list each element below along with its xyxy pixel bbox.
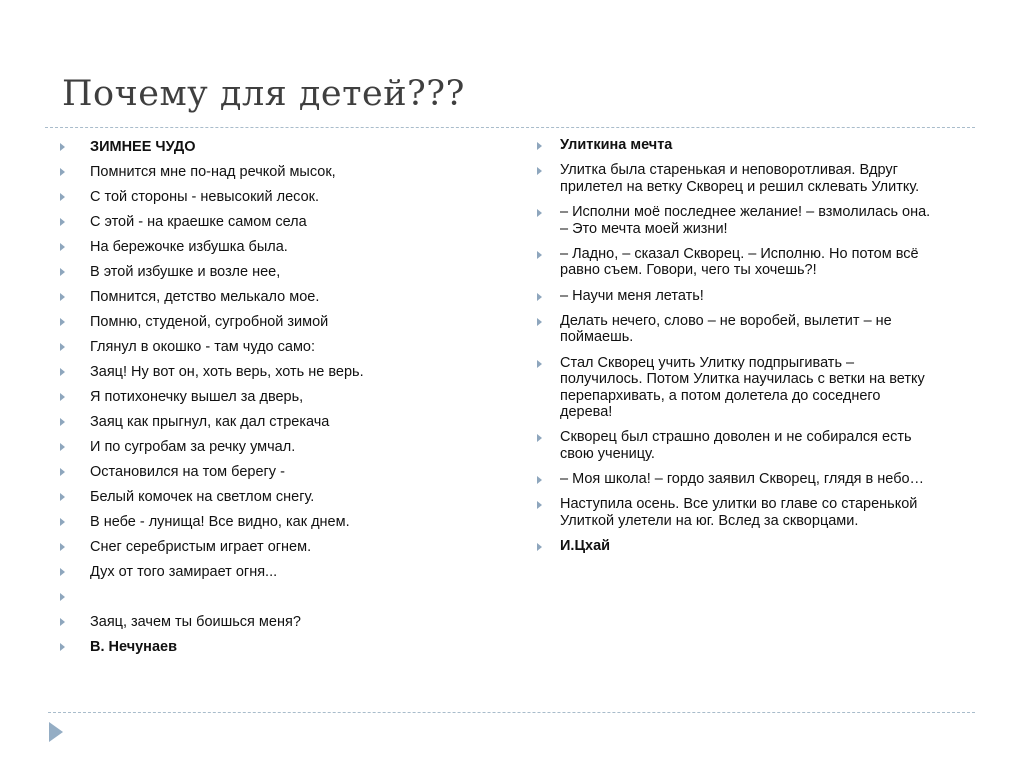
bullet-icon (60, 393, 65, 401)
list-item (535, 355, 975, 421)
list-item (58, 387, 498, 412)
bullet-icon (60, 293, 65, 301)
list-item-text: перепархивать, а потом долетела до соседнего (560, 387, 881, 404)
triangle-icon (49, 722, 63, 742)
bullet-icon (537, 434, 542, 442)
list-item-text: Улитка была старенькая и неповоротливая. Вдруг (560, 162, 898, 179)
list-item-text: С той стороны - невысокий лесок. (90, 189, 320, 205)
bullet-icon (537, 476, 542, 484)
list-item-text: Скворец был страшно доволен и не собирался есть (560, 429, 912, 446)
bullet-icon (537, 543, 542, 551)
list-item-text: – Ладно, – сказал Скворец. – Исполню. Но потом всё (560, 245, 919, 262)
list-item-text: равно съем. Говори, чего ты хочешь?! (560, 262, 817, 279)
list-item (58, 512, 498, 537)
list-item (58, 437, 498, 462)
list-item-text: Помнится, детство мелькало мое. (90, 289, 320, 305)
list-item (58, 462, 498, 487)
list-item (535, 162, 975, 195)
list-item (58, 637, 498, 662)
list-item-text: В небе - лунища! Все видно, как днем. (90, 514, 350, 530)
list-item (58, 187, 498, 212)
list-item-text: Стал Скворец учить Улитку подпрыгивать – (560, 354, 855, 371)
list-item (58, 362, 498, 387)
list-item (535, 313, 975, 346)
list-item (58, 612, 498, 637)
bullet-icon (60, 543, 65, 551)
footer-divider (48, 712, 975, 713)
bullet-icon (60, 518, 65, 526)
list-item-text: И.Цхай (560, 538, 611, 555)
bullet-icon (537, 293, 542, 301)
list-item-text: Белый комочек на светлом снегу. (90, 489, 315, 505)
bullet-icon (60, 493, 65, 501)
list-item (58, 312, 498, 337)
bullet-icon (60, 193, 65, 201)
list-item-text: Заяц как прыгнул, как дал стрекача (90, 414, 330, 430)
list-item-text: свою ученицу. (560, 446, 655, 463)
bullet-icon (537, 142, 542, 150)
list-item-text: Заяц, зачем ты боишься меня? (90, 614, 301, 630)
list-item-text: Наступила осень. Все улитки во главе со старенькой (560, 496, 918, 513)
bullet-icon (537, 501, 542, 509)
bullet-icon (60, 168, 65, 176)
bullet-icon (60, 418, 65, 426)
list-item (58, 287, 498, 312)
list-item-text: Помню, студеной, сугробной зимой (90, 314, 329, 330)
bullet-icon (60, 643, 65, 651)
list-item-text: На бережочке избушка была. (90, 239, 288, 255)
story-list (535, 137, 975, 563)
bullet-icon (537, 167, 542, 175)
bullet-icon (60, 593, 65, 601)
bullet-icon (60, 243, 65, 251)
bullet-icon (60, 568, 65, 576)
bullet-icon (537, 209, 542, 217)
list-item-text: С этой - на краешке самом села (90, 214, 307, 230)
bullet-icon (60, 268, 65, 276)
bullet-icon (60, 618, 65, 626)
list-item-text: – Моя школа! – гордо заявил Скворец, глядя в небо… (560, 471, 925, 488)
list-item (58, 537, 498, 562)
bullet-icon (60, 318, 65, 326)
list-item (535, 288, 975, 305)
list-item (535, 204, 975, 237)
list-item (535, 137, 975, 154)
list-item-text: – Научи меня летать! (560, 287, 704, 304)
list-item (58, 237, 498, 262)
list-item-text: Остановился на том берегу - (90, 464, 285, 480)
list-item (58, 487, 498, 512)
list-item (535, 429, 975, 462)
list-item-text: – Это мечта моей жизни! (560, 220, 728, 237)
list-item-text: прилетел на ветку Скворец и решил склевать Улитку. (560, 178, 920, 195)
list-item-text: – Исполни моё последнее желание! – взмолилась она. (560, 203, 931, 220)
bullet-icon (60, 368, 65, 376)
list-item-text: В. Нечунаев (90, 639, 177, 655)
bullet-icon (60, 443, 65, 451)
list-item (58, 562, 498, 587)
list-item (535, 496, 975, 529)
list-item-text: В этой избушке и возле нее, (90, 264, 281, 280)
bullet-icon (60, 343, 65, 351)
bullet-icon (60, 468, 65, 476)
list-item (535, 538, 975, 555)
bullet-icon (537, 360, 542, 368)
list-item-text: получилось. Потом Улитка научилась с ветки на ветку (560, 371, 925, 388)
list-item-text: Глянул в окошко - там чудо само: (90, 339, 316, 355)
title-divider (45, 127, 975, 128)
list-item-text: Улиткина мечта (560, 137, 673, 153)
list-item-text: Делать нечего, слово – не воробей, вылетит – не (560, 312, 892, 329)
list-item (58, 162, 498, 187)
slide-title: Почему для детей??? (62, 74, 465, 114)
list-item (58, 137, 498, 162)
list-item (535, 471, 975, 488)
list-item (58, 212, 498, 237)
bullet-icon (537, 318, 542, 326)
list-item-text: И по сугробам за речку умчал. (90, 439, 296, 455)
list-item-text: Я потихонечку вышел за дверь, (90, 389, 304, 405)
list-item-text: Помнится мне по-над речкой мысок, (90, 164, 336, 180)
poem-list (58, 137, 498, 662)
list-item-text: Заяц! Ну вот он, хоть верь, хоть не верь. (90, 364, 364, 380)
list-item-text: Улиткой улетели на юг. Вслед за скворцами. (560, 513, 859, 530)
list-item-text: ЗИМНЕЕ ЧУДО (90, 139, 196, 155)
list-item (58, 262, 498, 287)
list-item (58, 337, 498, 362)
bullet-icon (60, 143, 65, 151)
list-item-text: Снег серебристым играет огнем. (90, 539, 312, 555)
bullet-icon (60, 218, 65, 226)
list-item (58, 412, 498, 437)
list-item-text: поймаешь. (560, 329, 634, 346)
list-item (535, 246, 975, 279)
list-item-text: дерева! (560, 404, 613, 421)
list-item (58, 587, 498, 612)
list-item-text: Дух от того замирает огня... (90, 564, 278, 580)
bullet-icon (537, 251, 542, 259)
